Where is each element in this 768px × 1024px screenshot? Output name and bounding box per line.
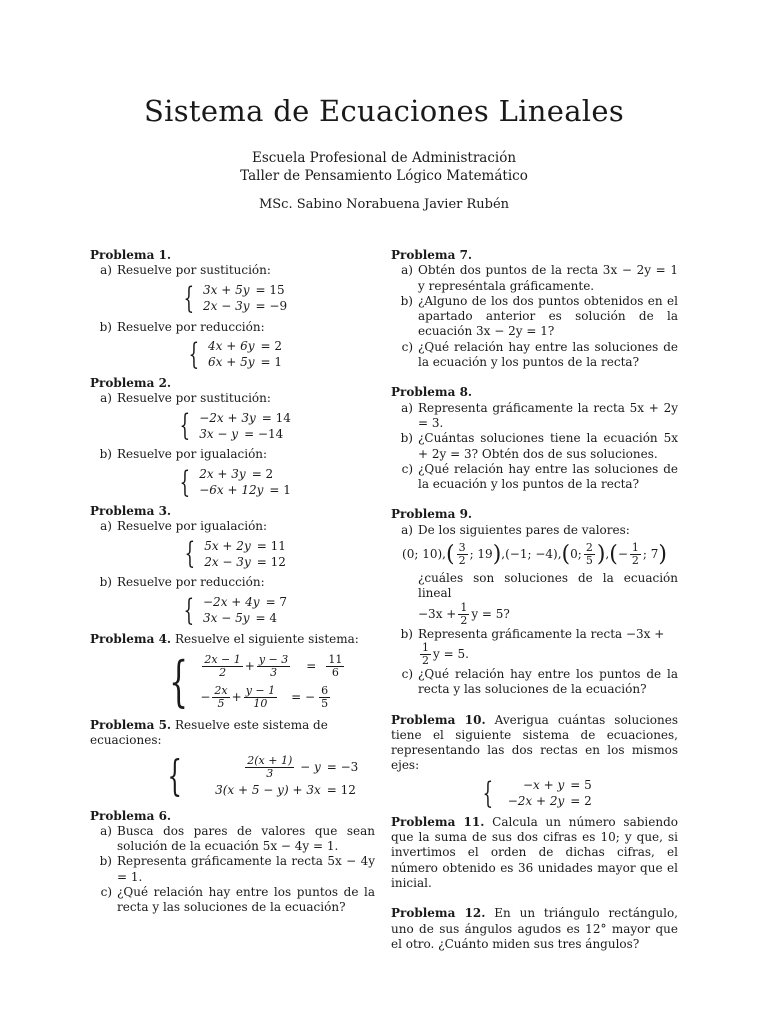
problem-8	[391, 385, 678, 492]
problem-4-system: { $\frac{2x - 1}{2}$ + $\frac{y - 3}{3}$ = $\frac{11}{6}$ − $\frac{2x}{5}$ + $\frac{y - 1}{10}$ = − $\frac{6}{5}$	[169, 649, 343, 713]
problem-7-a: a) Obtén dos puntos de la recta 3x − 2y = 1 y represéntala gráficamente.	[401, 263, 678, 293]
left-column	[90, 248, 375, 921]
problem-9-c: c) ¿Qué relación hay entre los puntos de la recta y las soluciones de la ecuación?	[401, 666, 678, 697]
problem-10-system: { −x + y = 5 −2x + 2y = 2	[482, 775, 592, 811]
problem-9-a: a) De los siguientes pares de valores:	[401, 522, 630, 537]
problem-1-b: b) Resuelve por reducción:	[99, 319, 265, 334]
problem-6-c: c) ¿Qué relación hay entre los puntos de la recta y las soluciones de la ecuación?	[100, 885, 375, 915]
problem-3-b-system: { −2x + 4y = 7 3x − 5y = 4	[183, 592, 288, 628]
problem-1-b-system: { 4x + 6y = 2 6x + 5y = 1	[188, 336, 283, 372]
right-column	[391, 248, 678, 957]
problem-4-title: Problema 4.	[90, 631, 172, 646]
school-name: Escuela Profesional de Administración	[251, 150, 517, 166]
page-title: Sistema de Ecuaciones Lineales	[143, 94, 625, 128]
problem-3-title: Problema 3.	[90, 503, 172, 518]
problem-8-title: Problema 8.	[391, 385, 473, 400]
problem-3-a: a) Resuelve por igualación:	[100, 519, 268, 534]
problem-9-b: b) Representa gráficamente la recta −3x + $\frac{1}{2}$ y = 5.	[400, 626, 665, 667]
problem-5-system: { $\frac{2(x + 1)}{3}$ − y = −3 3(x + 5 − y) + 3x = 12	[167, 750, 359, 800]
problem-6	[90, 809, 375, 916]
problem-6-title: Problema 6.	[90, 808, 172, 823]
problem-9-question: ¿cuáles son soluciones de la ecuación lineal −3x + $\frac{1}{2}$ y = 5?	[418, 571, 678, 627]
problem-2-title: Problema 2.	[90, 375, 172, 390]
problem-5-title: Problema 5.	[90, 717, 172, 732]
problem-2-a-system: { −2x + 3y = 14 3x − y = −14	[179, 408, 291, 444]
problem-7-b: b) ¿Alguno de los dos puntos obtenidos en el apartado anterior es solución de la ecuación 3x − 2y = 1?	[400, 293, 678, 339]
problem-12-title: Problema 12.	[391, 906, 486, 921]
problem-7-title: Problema 7.	[391, 248, 473, 262]
problem-8-b: b) ¿Cuántas soluciones tiene la ecuación 5x + 2y = 3? Obtén dos de sus soluciones.	[400, 431, 678, 461]
problem-4: Problema 4. Resuelve el siguiente sistema: { $\frac{2x - 1}{2}$ + $\frac{y - 3}{3}$ = $\frac{11}{6}$ − $\frac{2x}{5}$ + $\frac{y - 1}{10}$ = − $\frac{6}{5}$	[90, 632, 375, 713]
problem-1-a: a) Resuelve por sustitución:	[100, 263, 271, 278]
problem-9	[391, 507, 678, 697]
problem-12: Problema 12. En un triángulo rectángulo, uno de sus ángulos agudos es 12° mayor que el otro. ¿Cuánto miden sus tres ángulos?	[391, 906, 678, 951]
author-name: MSc. Sabino Norabuena Javier Rubén	[258, 197, 510, 212]
problem-8-a: a) Representa gráficamente la recta 5x + 2y = 3.	[401, 400, 678, 430]
problem-2-a: a) Resuelve por sustitución:	[100, 391, 271, 406]
problem-3-a-system: { 5x + 2y = 11 2x − 3y = 12	[184, 536, 286, 572]
problem-7	[391, 248, 678, 370]
problem-10-title: Problema 10.	[391, 712, 486, 727]
problem-1-title: Problema 1.	[90, 248, 172, 262]
problem-2-b-system: { 2x + 3y = 2 −6x + 12y = 1	[179, 464, 291, 500]
problem-8-c: c) ¿Qué relación hay entre las soluciones de la ecuación y los puntos de la recta?	[401, 461, 678, 492]
workshop-name: Taller de Pensamiento Lógico Matemático	[240, 168, 528, 184]
problem-3	[90, 504, 375, 627]
problem-10: Problema 10. Averigua cuántas soluciones tiene el siguiente sistema de ecuaciones, representando las dos rectas en los mismos ejes: { −x + y = 5 −2x + 2y = 2	[391, 712, 678, 811]
problem-1	[90, 248, 375, 371]
problem-2	[90, 376, 375, 499]
problem-2-b: b) Resuelve por igualación:	[99, 447, 268, 462]
problem-11: Problema 11. Calcula un número sabiendo que la suma de sus dos cifras es 10; y que, si invertimos el orden de dichas cifras, el número obtenido es 36 unidades mayor que el inicial.	[391, 814, 678, 890]
problem-1-a-system: { 3x + 5y = 15 2x − 3y = −9	[183, 280, 288, 316]
problem-9-title: Problema 9.	[391, 507, 473, 522]
problem-6-a: a) Busca dos pares de valores que sean solución de la ecuación 5x − 4y = 1.	[100, 823, 375, 854]
problem-11-title: Problema 11.	[391, 814, 485, 829]
problem-7-c: c) ¿Qué relación hay entre las soluciones de la ecuación y los puntos de la recta?	[401, 339, 678, 370]
problem-6-b: b) Representa gráficamente la recta 5x − 4y = 1.	[99, 854, 375, 884]
problem-3-b: b) Resuelve por reducción:	[99, 575, 265, 590]
problem-5: Problema 5. Resuelve este sistema de ecuaciones: { $\frac{2(x + 1)}{3}$ − y = −3 3(x + 5 − y) + 3x = 12	[90, 718, 375, 799]
problem-9-pairs: (0; 10),( $\frac{3}{2}$ ; 19),(−1; −4),(0; $\frac{2}{5}$ ),(− $\frac{1}{2}$ ; 7)	[402, 541, 667, 568]
